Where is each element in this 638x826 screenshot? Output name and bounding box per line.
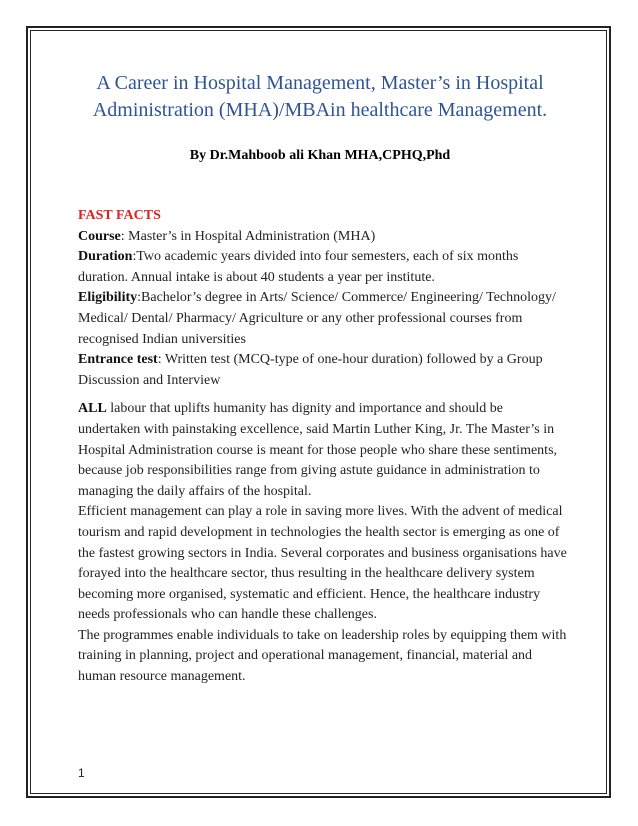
fact-duration-label: Duration [78,249,133,265]
paragraph-gap [78,391,568,399]
body-paragraph-2: Efficient management can play a role in saving more lives. With the advent of medical tourism and rapid development in technologies the health sector is emerging as one of the fastest growing sectors in India. Several corporates and business organisations have forayed into the healthcare sector, thus resulting in the healthcare delivery system becoming more organised, systematic and efficient. Hence, the healthcare industry needs professionals who can handle these challenges. [78,504,567,623]
body-paragraph-1-text: labour that uplifts humanity has dignity and importance and should be undertaken with painstaking excellence, said Martin Luther King, Jr. The Master’s in Hospital Administration course is meant for those people who share these sentiments, because job responsibilities range from giving astute guidance in administration to managing the daily affairs of the hospital. [78,401,558,499]
fact-course-label: Course [78,228,121,244]
fact-course [78,227,568,248]
title-line-2: Administration (MHA)/MBAin healthcare Management. [92,99,548,121]
lead-word: ALL [78,401,107,417]
fact-eligibility [78,288,568,350]
fact-entrance-label: Entrance test [78,352,158,368]
page-number: 1 [78,766,85,780]
document-body [78,206,568,688]
fact-entrance-text: : Written test (MCQ-type of one-hour duration) followed by a Group Discussion and Interview [78,352,543,388]
author-byline: By Dr.Mahboob ali Khan MHA,CPHQ,Phd [189,148,451,163]
body-paragraph-1 [78,399,568,502]
fact-duration-text: :Two academic years divided into four semesters, each of six months duration. Annual intake is about 40 students a year per institute. [78,249,519,285]
fast-facts-heading: FAST FACTS [78,208,161,223]
title-line-1: A Career in Hospital Management, Master’s in Hospital [96,72,544,94]
fact-eligibility-text: :Bachelor’s degree in Arts/ Science/ Commerce/ Engineering/ Technology/ Medical/ Dental/ Pharmacy/ Agriculture or any other professional courses from recognised Indian universities [78,290,556,347]
document-title [60,70,580,124]
fact-duration [78,247,568,288]
fact-course-text: : Master’s in Hospital Administration (MHA) [120,228,376,244]
body-paragraph-3: The programmes enable individuals to take on leadership roles by equipping them with training in planning, project and operational management, financial, material and human resource management. [78,627,567,685]
fact-entrance-test [78,350,568,391]
fact-eligibility-label: Eligibility [78,290,138,306]
